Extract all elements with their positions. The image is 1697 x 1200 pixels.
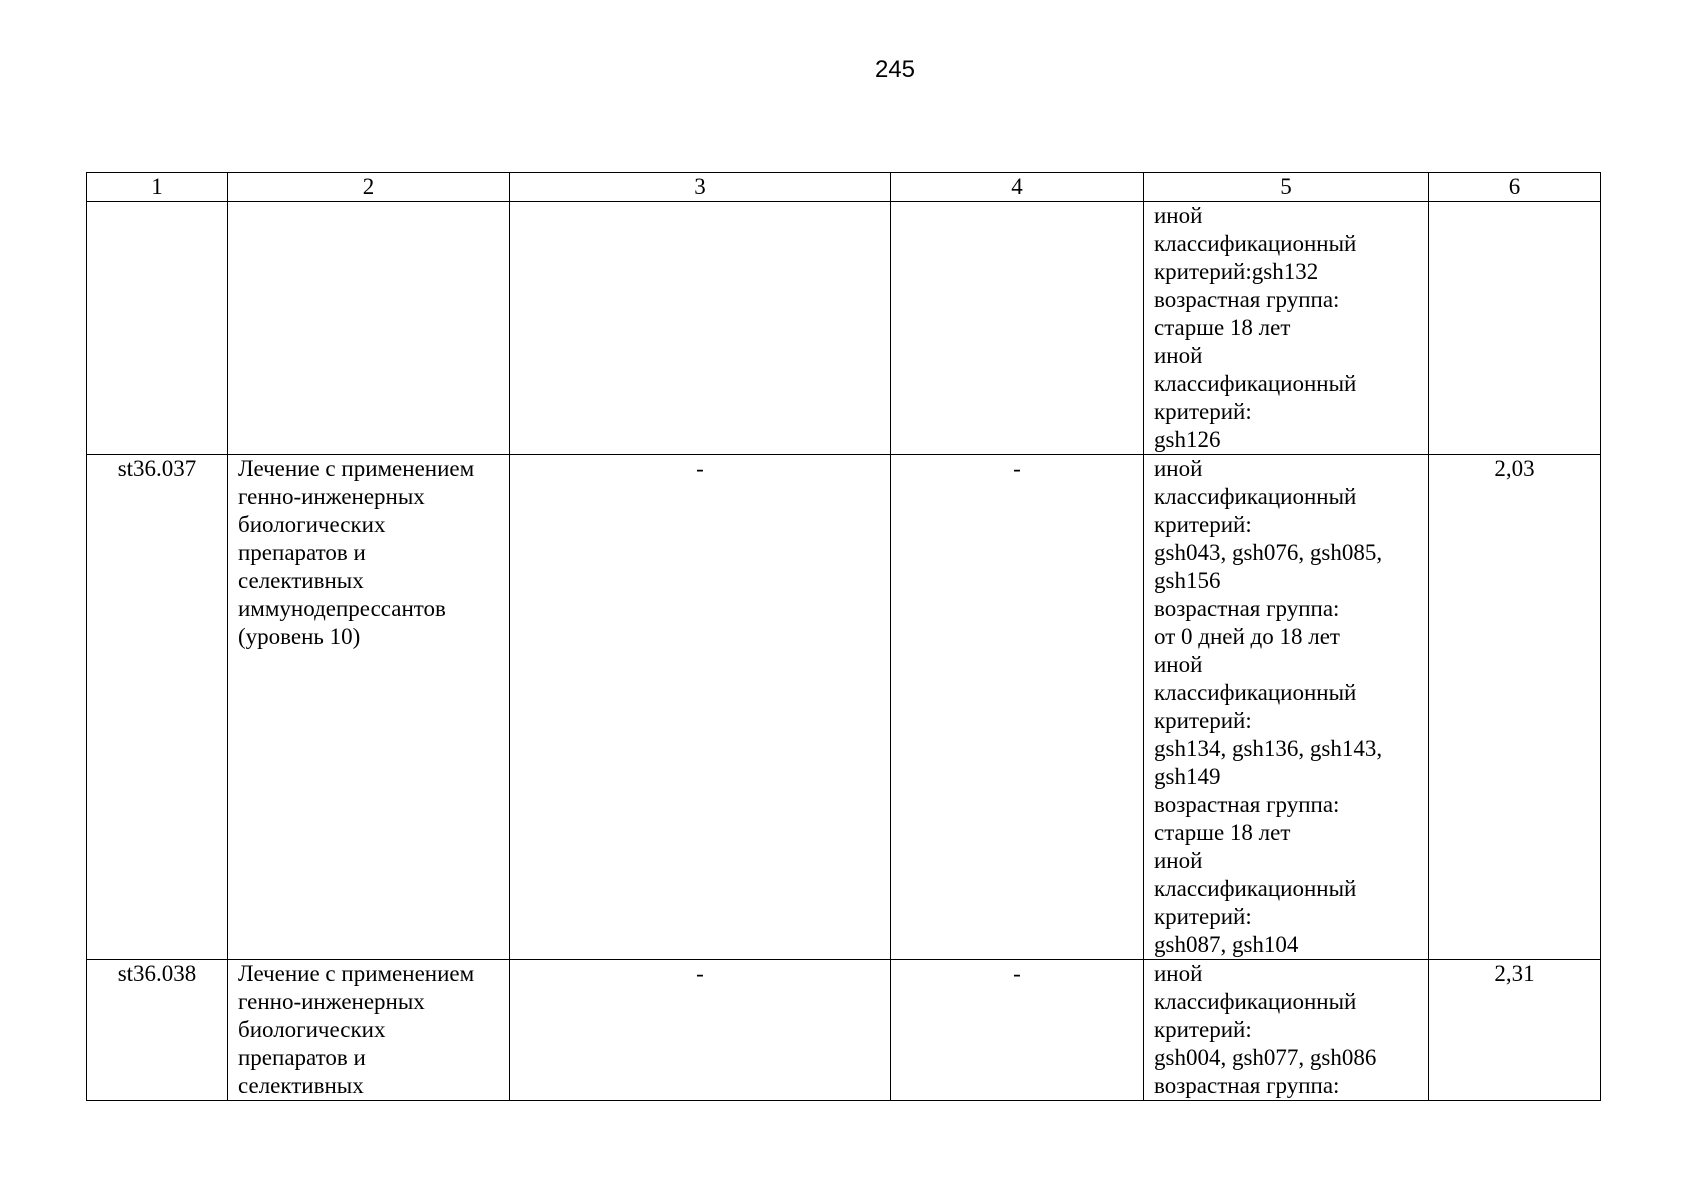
criteria-line: классификационный	[1154, 876, 1357, 901]
header-col-6: 6	[1429, 173, 1601, 202]
header-col-1: 1	[87, 173, 228, 202]
name-cell	[228, 202, 510, 455]
criteria-line: старше 18 лет	[1154, 315, 1291, 340]
criteria-line: иной	[1154, 203, 1203, 228]
name-line: Лечение с применением	[238, 961, 475, 986]
criteria-line: иной	[1154, 961, 1203, 986]
col3-cell: -	[510, 455, 891, 960]
criteria-line: классификационный	[1154, 484, 1357, 509]
criteria-line: gsh149	[1154, 764, 1221, 789]
name-line: генно-инженерных	[238, 989, 425, 1014]
criteria-line: возрастная группа:	[1154, 1073, 1340, 1098]
criteria-cell	[1144, 202, 1429, 455]
criteria-line: критерий:	[1154, 512, 1252, 537]
criteria-line: возрастная группа:	[1154, 792, 1340, 817]
criteria-line: критерий:	[1154, 904, 1252, 929]
coefficient-cell	[1429, 202, 1601, 455]
coefficient-cell: 2,03	[1429, 455, 1601, 960]
criteria-line: критерий:	[1154, 399, 1252, 424]
header-col-2: 2	[228, 173, 510, 202]
page-number: 245	[874, 56, 916, 83]
header-col-4: 4	[891, 173, 1144, 202]
col4-cell: -	[891, 960, 1144, 1101]
name-line: Лечение с применением	[238, 456, 475, 481]
criteria-line: иной	[1154, 652, 1203, 677]
tariff-table	[86, 172, 1601, 1101]
name-cell	[228, 455, 510, 960]
criteria-cell	[1144, 455, 1429, 960]
criteria-line: критерий:	[1154, 708, 1252, 733]
criteria-line: gsh156	[1154, 568, 1221, 593]
code-cell: st36.037	[87, 455, 228, 960]
criteria-line: gsh126	[1154, 427, 1221, 452]
name-line: препаратов и	[238, 540, 366, 565]
criteria-line: иной	[1154, 456, 1203, 481]
code-cell: st36.038	[87, 960, 228, 1101]
header-col-5: 5	[1144, 173, 1429, 202]
name-line: биологических	[238, 512, 386, 537]
criteria-line: классификационный	[1154, 231, 1357, 256]
criteria-line: возрастная группа:	[1154, 596, 1340, 621]
criteria-line: критерий:gsh132	[1154, 259, 1319, 284]
criteria-cell	[1144, 960, 1429, 1101]
col4-cell: -	[891, 455, 1144, 960]
name-line: иммунодепрессантов	[238, 596, 446, 621]
name-line: биологических	[238, 1017, 386, 1042]
name-line: препаратов и	[238, 1045, 366, 1070]
table-row	[87, 455, 1601, 960]
criteria-line: классификационный	[1154, 989, 1357, 1014]
criteria-line: критерий:	[1154, 1017, 1252, 1042]
criteria-line: возрастная группа:	[1154, 287, 1340, 312]
name-line: генно-инженерных	[238, 484, 425, 509]
col3-cell: -	[510, 960, 891, 1101]
name-line: селективных	[238, 1073, 364, 1098]
criteria-line: gsh043, gsh076, gsh085,	[1154, 540, 1383, 565]
name-cell	[228, 960, 510, 1101]
criteria-line: от 0 дней до 18 лет	[1154, 624, 1340, 649]
code-cell	[87, 202, 228, 455]
name-line: (уровень 10)	[238, 624, 361, 649]
criteria-line: старше 18 лет	[1154, 820, 1291, 845]
header-row	[87, 173, 1601, 202]
col4-cell	[891, 202, 1144, 455]
table-row	[87, 202, 1601, 455]
criteria-line: классификационный	[1154, 371, 1357, 396]
coefficient-cell: 2,31	[1429, 960, 1601, 1101]
criteria-line: gsh004, gsh077, gsh086	[1154, 1045, 1377, 1070]
col3-cell	[510, 202, 891, 455]
header-col-3: 3	[510, 173, 891, 202]
criteria-line: gsh087, gsh104	[1154, 932, 1299, 957]
criteria-line: классификационный	[1154, 680, 1357, 705]
name-line: селективных	[238, 568, 364, 593]
table-row	[87, 960, 1601, 1101]
criteria-line: gsh134, gsh136, gsh143,	[1154, 736, 1383, 761]
criteria-line: иной	[1154, 848, 1203, 873]
table-header	[87, 173, 1601, 202]
criteria-line: иной	[1154, 343, 1203, 368]
